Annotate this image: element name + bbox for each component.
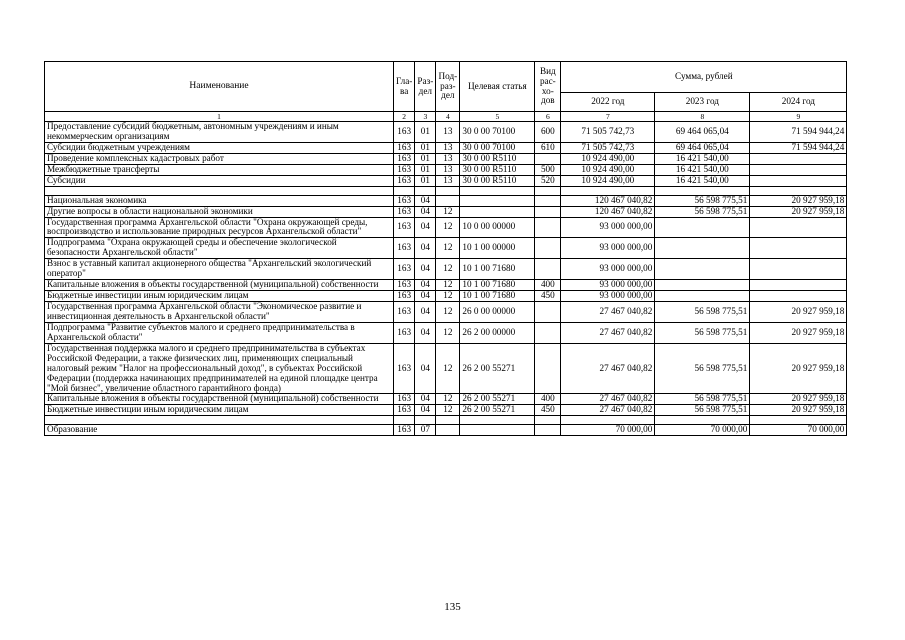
row-vid [535,206,561,217]
row-vid: 520 [535,175,561,186]
row-sum-2023: 16 421 540,00 [655,164,750,175]
row-name: Межбюджетные трансферты [45,164,394,175]
row-sum-2022: 71 505 742,73 [561,142,655,153]
table-row [45,425,847,436]
row-podrazdel: 13 [436,164,460,175]
row-name: Подпрограмма "Охрана окружающей среды и обеспечение экологической безопасности Архангельской области" [45,238,394,259]
row-sum-2023 [655,217,750,238]
table-row [45,291,847,302]
row-glava: 163 [394,405,415,416]
row-sum-2022: 93 000 000,00 [561,291,655,302]
page-number: 135 [444,601,461,613]
row-statya [460,206,535,217]
row-glava: 163 [394,425,415,436]
header-vid: Вид рас-хо-дов [535,62,561,112]
column-index: 4 [436,112,460,122]
table-row [45,217,847,238]
empty-cell [561,186,655,195]
row-razdel: 04 [415,322,436,343]
row-podrazdel: 12 [436,280,460,291]
row-vid [535,425,561,436]
row-podrazdel: 12 [436,259,460,280]
row-podrazdel: 13 [436,122,460,143]
row-sum-2022: 93 000 000,00 [561,238,655,259]
row-sum-2022: 27 467 040,82 [561,343,655,394]
budget-table [44,61,847,436]
empty-cell [460,416,535,425]
column-index: 6 [535,112,561,122]
row-razdel: 01 [415,142,436,153]
table-row [45,122,847,143]
row-sum-2024 [750,217,847,238]
row-razdel: 01 [415,153,436,164]
header-year-2024: 2024 год [750,93,847,112]
row-vid: 610 [535,142,561,153]
row-sum-2022: 71 505 742,73 [561,122,655,143]
row-statya: 26 2 00 55271 [460,394,535,405]
header-summa: Сумма, рублей [561,62,847,93]
row-statya: 10 1 00 71680 [460,259,535,280]
row-razdel: 01 [415,164,436,175]
row-sum-2024: 71 594 944,24 [750,142,847,153]
row-sum-2024: 20 927 959,18 [750,394,847,405]
row-sum-2023: 16 421 540,00 [655,153,750,164]
row-glava: 163 [394,302,415,323]
row-sum-2023: 16 421 540,00 [655,175,750,186]
row-sum-2022: 93 000 000,00 [561,217,655,238]
row-name: Бюджетные инвестиции иным юридическим лицам [45,291,394,302]
row-razdel: 04 [415,291,436,302]
row-name: Бюджетные инвестиции иным юридическим лицам [45,405,394,416]
row-razdel: 07 [415,425,436,436]
row-sum-2022: 120 467 040,82 [561,206,655,217]
row-statya [460,195,535,206]
row-statya: 30 0 00 R5110 [460,175,535,186]
column-index-row [45,112,847,122]
row-sum-2023: 56 598 775,51 [655,405,750,416]
header-name: Наименование [45,62,394,112]
row-vid: 450 [535,291,561,302]
row-glava: 163 [394,343,415,394]
row-sum-2023 [655,291,750,302]
row-podrazdel: 12 [436,343,460,394]
row-vid [535,153,561,164]
row-sum-2024: 71 594 944,24 [750,122,847,143]
row-glava: 163 [394,280,415,291]
empty-cell [750,186,847,195]
table-row [45,259,847,280]
row-sum-2024 [750,238,847,259]
empty-cell [436,416,460,425]
row-sum-2023: 70 000,00 [655,425,750,436]
row-name: Государственная программа Архангельской области "Охрана окружающей среды, воспроизводство и использование природных ресурсов Архангельской области" [45,217,394,238]
row-vid [535,238,561,259]
table-row [45,153,847,164]
row-glava: 163 [394,164,415,175]
row-sum-2022: 27 467 040,82 [561,394,655,405]
row-razdel: 01 [415,122,436,143]
row-vid [535,259,561,280]
row-vid [535,217,561,238]
row-podrazdel [436,425,460,436]
row-glava: 163 [394,122,415,143]
table-row [45,322,847,343]
row-glava: 163 [394,153,415,164]
column-index: 1 [45,112,394,122]
row-podrazdel: 13 [436,142,460,153]
row-podrazdel: 12 [436,291,460,302]
row-podrazdel: 13 [436,175,460,186]
header-year-2022: 2022 год [561,93,655,112]
header-podrazdel: Под-раз-дел [436,62,460,112]
row-sum-2023: 56 598 775,51 [655,322,750,343]
table-body [45,122,847,436]
row-statya: 26 2 00 00000 [460,322,535,343]
row-glava: 163 [394,322,415,343]
row-sum-2024: 70 000,00 [750,425,847,436]
row-glava: 163 [394,291,415,302]
row-glava: 163 [394,142,415,153]
row-razdel: 04 [415,302,436,323]
row-sum-2024: 20 927 959,18 [750,302,847,323]
row-podrazdel: 12 [436,217,460,238]
row-podrazdel: 12 [436,322,460,343]
table-row [45,195,847,206]
column-index: 7 [561,112,655,122]
table-row [45,206,847,217]
row-podrazdel: 12 [436,302,460,323]
row-sum-2023: 56 598 775,51 [655,195,750,206]
row-sum-2024 [750,291,847,302]
row-vid [535,195,561,206]
row-statya: 26 2 00 55271 [460,343,535,394]
row-sum-2023 [655,280,750,291]
row-sum-2024 [750,259,847,280]
row-sum-2024: 20 927 959,18 [750,206,847,217]
row-sum-2024: 20 927 959,18 [750,195,847,206]
table-row [45,405,847,416]
row-name: Предоставление субсидий бюджетным, автономным учреждениям и иным некоммерческим организациям [45,122,394,143]
row-name: Капитальные вложения в объекты государственной (муниципальной) собственности [45,394,394,405]
row-name: Проведение комплексных кадастровых работ [45,153,394,164]
row-sum-2022: 27 467 040,82 [561,405,655,416]
table-row [45,343,847,394]
row-statya: 10 1 00 71680 [460,291,535,302]
row-glava: 163 [394,394,415,405]
row-name: Государственная программа Архангельской области "Экономическое развитие и инвестиционная деятельность в Архангельской области" [45,302,394,323]
row-statya: 30 0 00 R5110 [460,153,535,164]
row-vid [535,322,561,343]
empty-cell [45,186,394,195]
row-vid: 600 [535,122,561,143]
row-sum-2024 [750,164,847,175]
row-podrazdel: 12 [436,405,460,416]
row-razdel: 04 [415,206,436,217]
row-name: Субсидии бюджетным учреждениям [45,142,394,153]
row-name: Субсидии [45,175,394,186]
table-row [45,164,847,175]
row-podrazdel: 12 [436,238,460,259]
row-vid: 400 [535,280,561,291]
row-razdel: 04 [415,343,436,394]
row-sum-2022: 120 467 040,82 [561,195,655,206]
row-name: Национальная экономика [45,195,394,206]
row-sum-2022: 27 467 040,82 [561,322,655,343]
column-index: 5 [460,112,535,122]
row-sum-2024 [750,153,847,164]
row-sum-2022: 93 000 000,00 [561,259,655,280]
row-statya: 30 0 00 70100 [460,142,535,153]
header-year-2023: 2023 год [655,93,750,112]
row-sum-2024: 20 927 959,18 [750,405,847,416]
row-sum-2022: 10 924 490,00 [561,153,655,164]
table-row [45,394,847,405]
empty-cell [415,186,436,195]
row-podrazdel [436,195,460,206]
table-row [45,280,847,291]
row-vid: 500 [535,164,561,175]
table-row [45,238,847,259]
row-razdel: 04 [415,394,436,405]
row-sum-2023: 56 598 775,51 [655,394,750,405]
row-sum-2023: 69 464 065,04 [655,142,750,153]
column-index: 9 [750,112,847,122]
column-index: 2 [394,112,415,122]
row-razdel: 04 [415,405,436,416]
row-name: Взнос в уставный капитал акционерного общества "Архангельский экологический оператор" [45,259,394,280]
empty-cell [535,416,561,425]
row-sum-2024 [750,280,847,291]
row-sum-2024: 20 927 959,18 [750,343,847,394]
row-sum-2023: 56 598 775,51 [655,343,750,394]
row-glava: 163 [394,259,415,280]
row-sum-2022: 70 000,00 [561,425,655,436]
row-razdel: 04 [415,280,436,291]
row-glava: 163 [394,195,415,206]
row-podrazdel: 13 [436,153,460,164]
header-statya: Целевая статья [460,62,535,112]
empty-cell [655,186,750,195]
row-sum-2023 [655,238,750,259]
header-glava: Гла-ва [394,62,415,112]
row-sum-2023: 69 464 065,04 [655,122,750,143]
row-sum-2024: 20 927 959,18 [750,322,847,343]
empty-cell [436,186,460,195]
row-sum-2023 [655,259,750,280]
row-glava: 163 [394,217,415,238]
row-glava: 163 [394,206,415,217]
empty-cell [460,186,535,195]
row-glava: 163 [394,238,415,259]
row-sum-2022: 27 467 040,82 [561,302,655,323]
row-vid: 450 [535,405,561,416]
row-sum-2022: 10 924 490,00 [561,164,655,175]
table-row [45,142,847,153]
row-statya: 10 1 00 00000 [460,238,535,259]
header-razdel: Раз-дел [415,62,436,112]
row-vid [535,302,561,323]
row-name: Подпрограмма "Развитие субъектов малого и среднего предпринимательства в Архангельской области" [45,322,394,343]
row-razdel: 04 [415,259,436,280]
row-statya: 10 1 00 71680 [460,280,535,291]
row-sum-2022: 10 924 490,00 [561,175,655,186]
row-sum-2024 [750,175,847,186]
column-index: 8 [655,112,750,122]
empty-cell [394,186,415,195]
table-header [45,62,847,122]
empty-cell [535,186,561,195]
column-index: 3 [415,112,436,122]
row-razdel: 04 [415,195,436,206]
row-name: Капитальные вложения в объекты государственной (муниципальной) собственности [45,280,394,291]
table-row [45,175,847,186]
row-statya [460,425,535,436]
row-name: Государственная поддержка малого и среднего предпринимательства в субъектах Российской Федерации, а также физических лиц, применяющих специальный налоговый режим "Налог на профессиональный доход", в субъектах Российской Федерации (поддержка начинающих предпринимателей на единой площадке центра "Мой бизнес", увеличение областного гарантийного фонда) [45,343,394,394]
row-statya: 26 0 00 00000 [460,302,535,323]
row-podrazdel: 12 [436,206,460,217]
row-sum-2022: 93 000 000,00 [561,280,655,291]
row-name: Другие вопросы в области национальной экономики [45,206,394,217]
table-row [45,302,847,323]
row-glava: 163 [394,175,415,186]
row-name: Образование [45,425,394,436]
row-statya: 10 0 00 00000 [460,217,535,238]
row-sum-2023: 56 598 775,51 [655,302,750,323]
row-vid [535,343,561,394]
spacer-row [45,186,847,195]
row-statya: 30 0 00 R5110 [460,164,535,175]
row-statya: 26 2 00 55271 [460,405,535,416]
row-statya: 30 0 00 70100 [460,122,535,143]
row-podrazdel: 12 [436,394,460,405]
row-sum-2023: 56 598 775,51 [655,206,750,217]
row-vid: 400 [535,394,561,405]
row-razdel: 04 [415,238,436,259]
row-razdel: 01 [415,175,436,186]
row-razdel: 04 [415,217,436,238]
